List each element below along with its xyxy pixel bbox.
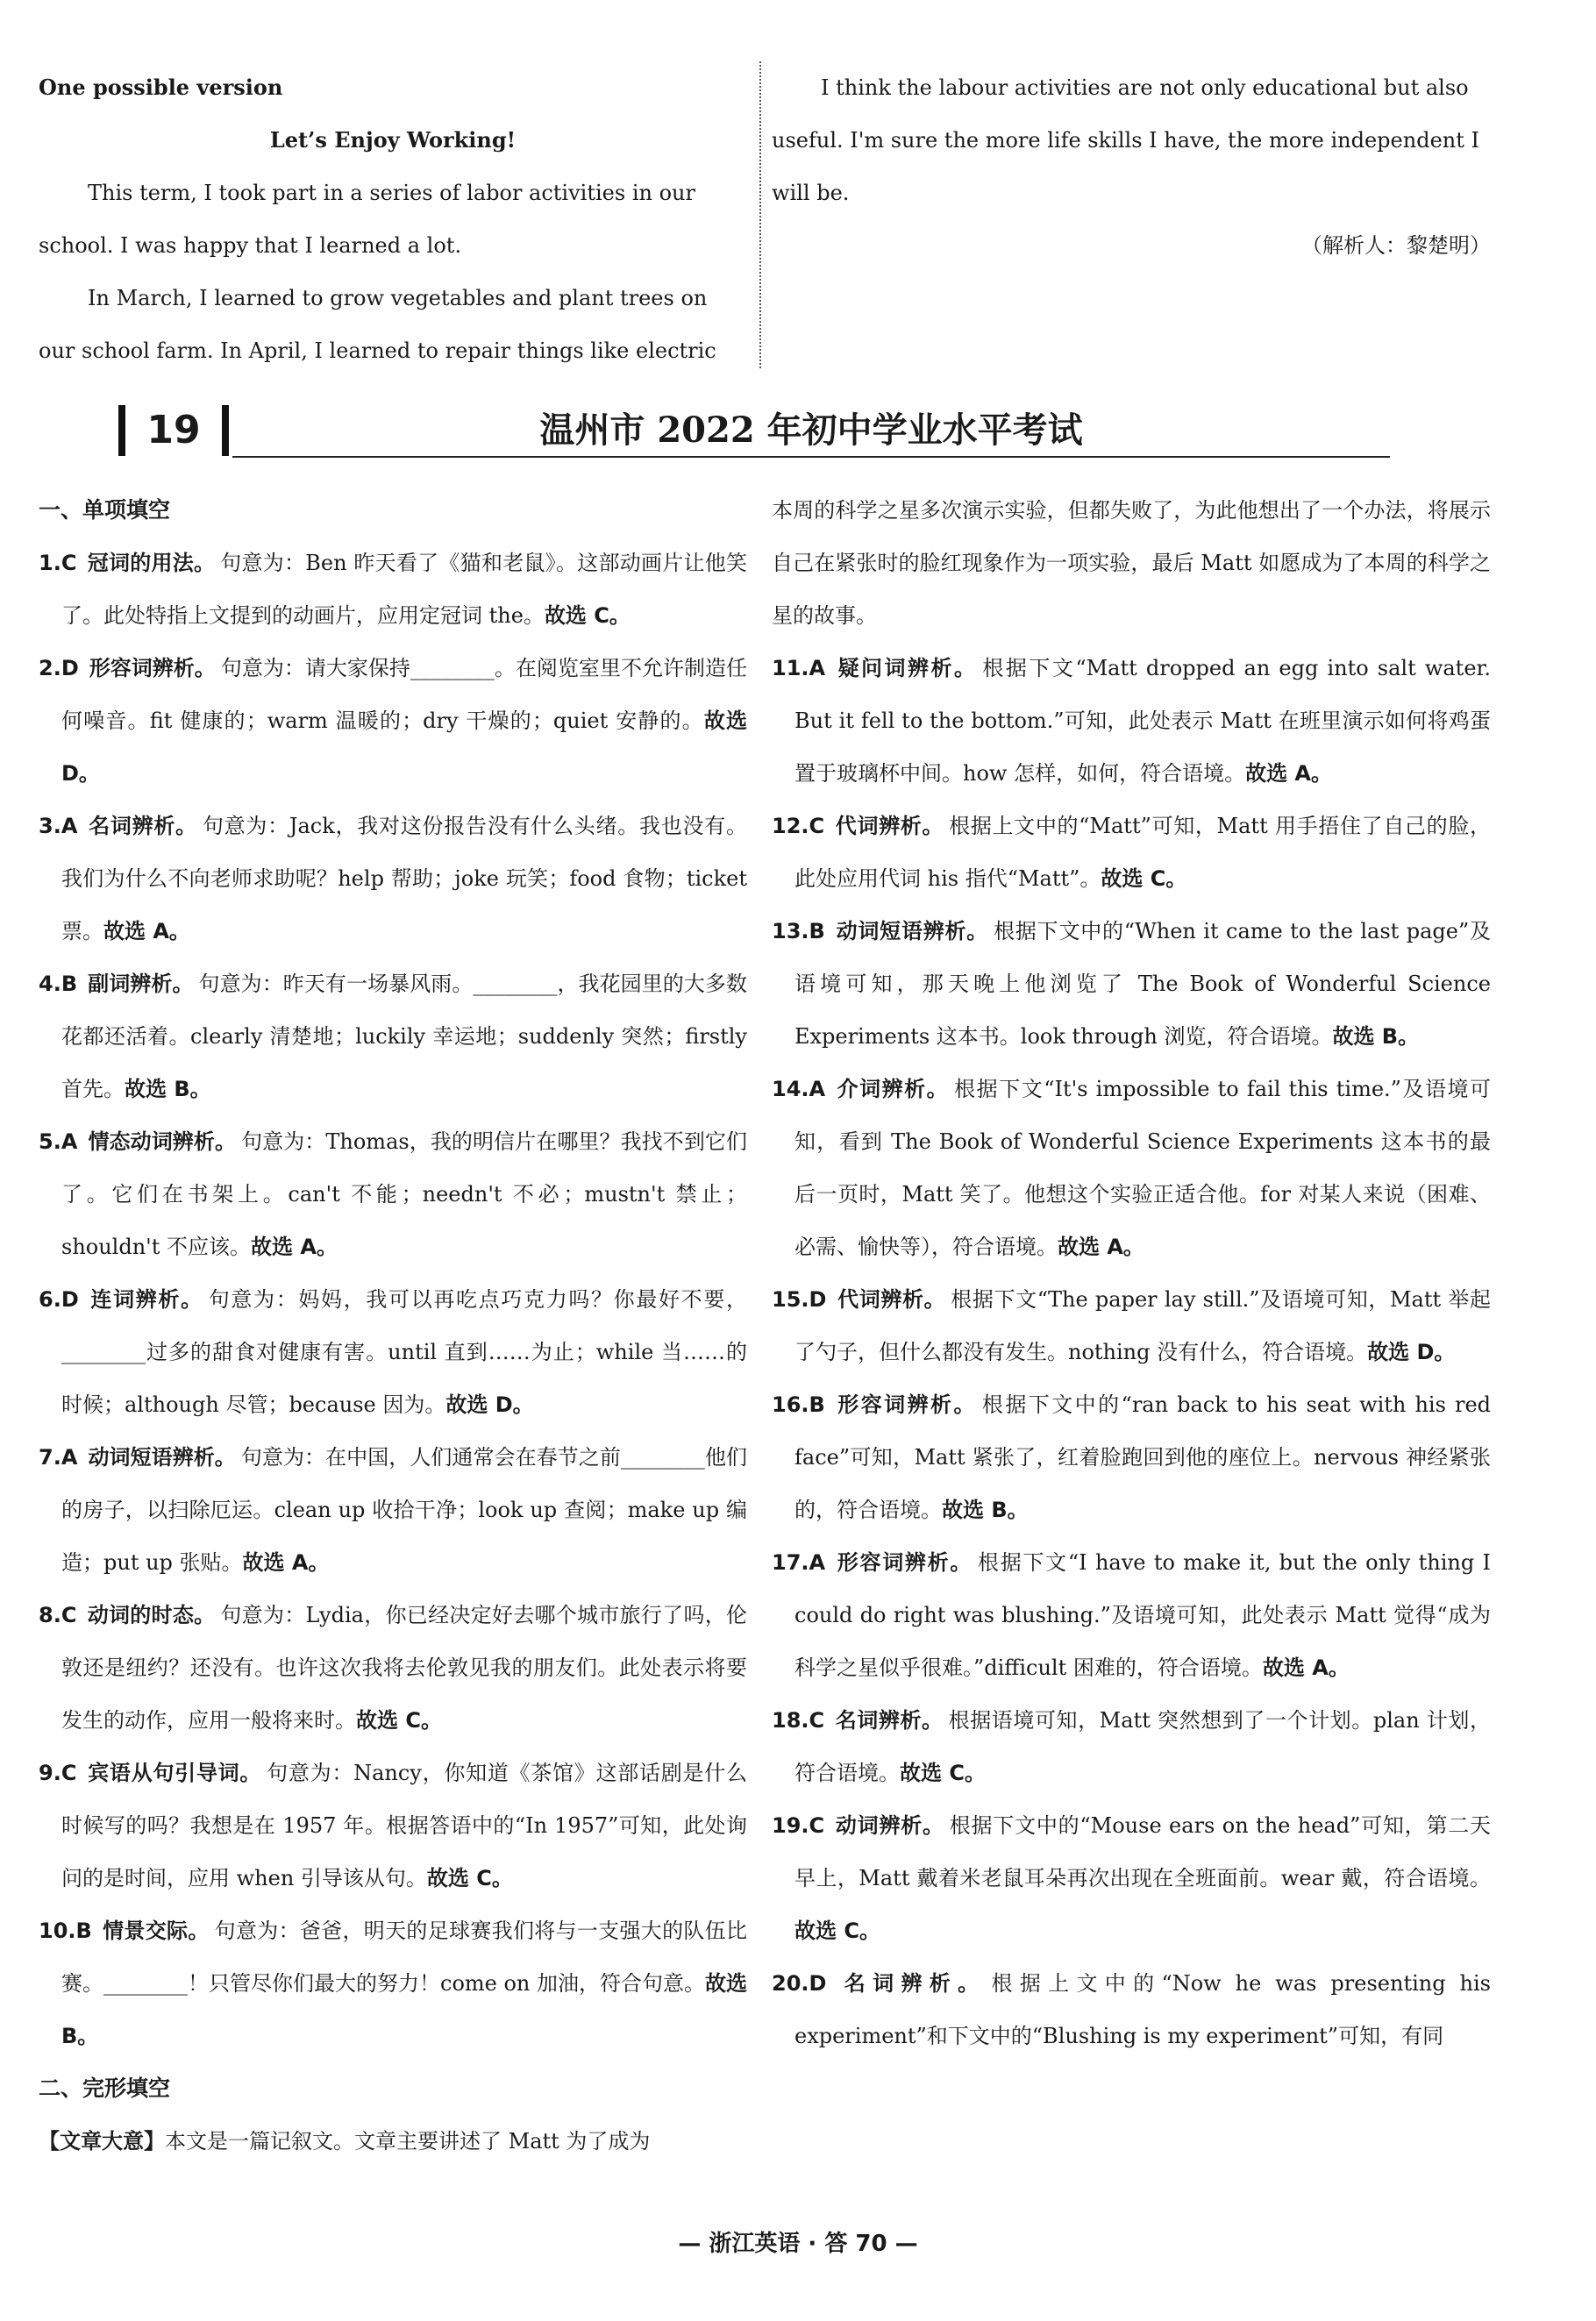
essay-credit: （解析人：黎楚明） [1301,233,1491,258]
answer-category: 名词辨析。 [835,1708,944,1733]
section-cloze: 二、完形填空 [39,2075,171,2101]
answer-item [39,800,747,958]
answer-key: 11.A [772,656,826,680]
answer-choice: 故选 A。 [1245,761,1333,786]
answer-category: 形容词辨析。 [89,656,216,680]
answer-item [772,1063,1491,1273]
answer-choice: 故选 B。 [61,1971,748,2048]
essay-paragraph-3: I think the labour activities are not only educational but also useful. I'm sure the more life skills I have, the more independent I will be. [772,75,1479,205]
summary-continued: 本周的科学之星多次演示实验，但都失败了，为此他想出了一个办法，将展示自己在紧张时的脸红现象作为一项实验，最后 Matt 如愿成为了本周的科学之星的故事。 [772,498,1491,628]
answer-explanation: 句意为：Thomas，我的明信片在哪里？我找不到它们了。它们在书架上。can't 不能；needn't 不必；mustn't 禁止；shouldn't 不应该。 [61,1129,748,1259]
answer-choice: 故选 A。 [251,1235,338,1259]
answer-key: 4.B [39,972,78,996]
article-summary [39,2115,747,2168]
answer-key: 3.A [39,814,78,838]
answer-choice: 故选 B。 [125,1077,211,1101]
answer-item [772,1273,1491,1378]
answer-key: 9.C [39,1761,77,1785]
answer-key: 5.A [39,1129,78,1154]
answer-explanation: 句意为：Jack，我对这份报告没有什么头绪。我也没有。我们为什么不向老师求助呢？help 帮助；joke 玩笑；food 食物；ticket 票。 [61,814,748,943]
summary-label: 【文章大意】 [39,2129,165,2154]
answer-item [772,1957,1491,2062]
answer-item [39,1115,747,1273]
answer-category: 宾语从句引导词。 [87,1761,262,1785]
answer-category: 情景交际。 [102,1919,210,1943]
answer-item [39,1905,747,2062]
answer-item [39,642,747,800]
answer-choice: 故选 A。 [1262,1655,1350,1680]
answer-explanation: 句意为：请大家保持________。在阅览室里不允许制造任何噪音。fit 健康的；warm 温暖的；dry 干燥的；quiet 安静的。 [61,656,747,733]
essay-right-column [772,61,1491,272]
answers-left-column [39,484,747,2168]
answer-item [39,1273,747,1431]
answer-key: 15.D [772,1287,827,1312]
title-underline [232,456,1390,458]
answer-item [772,1536,1491,1694]
answer-explanation: 根据下文中的“ran back to his seat with his red face”可知，Matt 紧张了，红着脸跑回到他的座位上。nervous 神经紧张的，符合语境。 [794,1392,1492,1522]
exam-title-bar [118,405,1390,458]
answer-category: 情态动词辨析。 [88,1129,237,1154]
answer-category: 代词辨析。 [835,814,944,838]
answer-category: 名词辨析。 [837,1971,987,1996]
answer-category: 动词辨析。 [835,1813,944,1838]
essay-paragraph-1: This term, I took part in a series of labor activities in our school. I was happy that I learned a lot. [39,181,695,258]
answer-explanation: 句意为：Ben 昨天看了《猫和老鼠》。这部动画片让他笑了。此处特指上文提到的动画片，应用定冠词 the。 [61,551,747,628]
answer-key: 18.C [772,1708,825,1733]
answer-choice: 故选 C。 [900,1761,986,1785]
page-footer: — 浙江英语 · 答 70 — [678,2231,918,2257]
answer-item [772,800,1491,905]
answer-key: 1.C [39,551,77,575]
answer-key: 14.A [772,1077,826,1101]
answer-item [772,905,1491,1063]
answer-item [772,1799,1491,1957]
answer-explanation: 句意为：妈妈，我可以再吃点巧克力吗？你最好不要，________过多的甜食对健康有害。until 直到……为止；while 当……的时候；although 尽管；because 因为。 [61,1287,747,1417]
answer-explanation: 根据下文“Matt dropped an egg into salt water. But it fell to the bottom.”可知，此处表示 Matt 在班里演示如何将鸡蛋置于玻璃杯中间。how 怎样，如何，符合语境。 [794,656,1491,786]
answer-choice: 故选 C。 [544,603,631,628]
answer-choice: 故选 D。 [445,1392,534,1417]
exam-number: 19 [118,405,229,456]
answer-choice: 故选 C。 [1101,866,1187,891]
answer-key: 20.D [772,1971,827,1996]
answer-category: 名词辨析。 [88,814,197,838]
answer-item [772,1378,1491,1536]
answer-item [772,642,1491,800]
answer-category: 代词辨析。 [837,1287,946,1312]
answer-category: 动词短语辨析。 [88,1445,236,1470]
left-answer-list [39,537,747,2062]
answer-item [39,1747,747,1905]
answer-category: 动词的时态。 [87,1603,216,1627]
answer-category: 冠词的用法。 [87,551,216,575]
answer-explanation: 根据上文中的“Now he was presenting his experiment”和下文中的“Blushing is my experiment”可知，有同 [794,1971,1492,2048]
answer-choice: 故选 D。 [61,708,747,786]
essay-paragraph-2: In March, I learned to grow vegetables and plant trees on our school farm. In April, I learned to repair things like electric [39,286,716,363]
summary-text: 本文是一篇记叙文。文章主要讲述了 Matt 为了成为 [165,2129,651,2154]
answer-choice: 故选 D。 [1367,1340,1456,1364]
answer-item [39,958,747,1115]
answer-explanation: 根据语境可知，Matt 突然想到了一个计划。plan 计划，符合语境。 [794,1708,1492,1785]
answer-explanation: 句意为：昨天有一场暴风雨。________，我花园里的大多数花都还活着。clearly 清楚地；luckily 幸运地；suddenly 突然；firstly 首先。 [61,972,747,1101]
answer-choice: 故选 A。 [1058,1235,1144,1259]
answer-category: 疑问词辨析。 [836,656,978,680]
answer-choice: 故选 C。 [426,1866,513,1890]
answer-key: 17.A [772,1550,826,1575]
answer-explanation: 根据下文“The paper lay still.”及语境可知，Matt 举起了勺子，但什么都没有发生。nothing 没有什么，符合语境。 [794,1287,1492,1364]
answer-key: 10.B [39,1919,92,1943]
essay-heading: One possible version [39,75,283,100]
answer-item [39,537,747,642]
section-single-choice: 一、单项填空 [39,497,171,523]
answer-explanation: 句意为：在中国，人们通常会在春节之前________他们的房子，以扫除厄运。clean up 收拾干净；look up 查阅；make up 编造；put up 张贴。 [61,1445,748,1575]
answer-choice: 故选 A。 [242,1550,330,1575]
answer-choice: 故选 B。 [942,1498,1029,1522]
answer-explanation: 根据下文中的“When it came to the last page”及语境可知，那天晚上他浏览了 The Book of Wonderful Science Experiments 这本书。look through 浏览，符合语境。 [794,919,1491,1049]
answer-item [39,1431,747,1589]
answer-key: 6.D [39,1287,79,1312]
answer-key: 2.D [39,656,79,680]
answer-explanation: 根据下文“It's impossible to fail this time.”及语境可知，看到 The Book of Wonderful Science Experiments 这本书的最后一页时，Matt 笑了。他想这个实验正适合他。for 对某人来说（困难、必需、愉快等），符合语境。 [794,1077,1491,1259]
answer-explanation: 根据下文中的“Mouse ears on the head”可知，第二天早上，Matt 戴着米老鼠耳朵再次出现在全班面前。wear 戴，符合语境。 [794,1813,1491,1890]
answer-item [39,1589,747,1747]
answer-explanation: 根据下文“I have to make it, but the only thing I could do right was blushing.”及语境可知，此处表示 Matt 觉得“成为科学之星似乎很难。”difficult 困难的，符合语境。 [794,1550,1492,1680]
answer-choice: 故选 C。 [794,1919,880,1943]
answer-category: 动词短语辨析。 [835,919,989,943]
answer-key: 19.C [772,1813,825,1838]
answer-category: 形容词辨析。 [835,1392,977,1417]
right-answer-list [772,642,1491,2062]
answer-category: 介词辨析。 [836,1077,950,1101]
answer-item [772,1694,1491,1799]
exam-title: 温州市 2022 年初中学业水平考试 [539,409,1083,451]
answer-key: 12.C [772,814,825,838]
answer-key: 13.B [772,919,825,943]
answers-right-column [772,484,1491,2062]
answer-key: 7.A [39,1445,78,1470]
answer-category: 副词辨析。 [88,972,194,996]
answer-choice: 故选 C。 [356,1708,442,1733]
answer-key: 16.B [772,1392,825,1417]
essay-title: Let’s Enjoy Working! [269,127,517,153]
answer-choice: 故选 B。 [1332,1024,1420,1049]
answer-explanation: 句意为：Nancy，你知道《茶馆》这部话剧是什么时候写的吗？我想是在 1957 年。根据答语中的“In 1957”可知，此处询问的是时间，应用 when 引导该从句。 [61,1761,748,1890]
answer-key: 8.C [39,1603,77,1627]
answer-explanation: 句意为：爸爸，明天的足球赛我们将与一支强大的队伍比赛。________！只管尽你们最大的努力！come on 加油，符合句意。 [61,1919,748,1996]
answer-choice: 故选 A。 [103,919,190,943]
answer-explanation: 句意为：Lydia，你已经决定好去哪个城市旅行了吗，伦敦还是纽约？还没有。也许这次我将去伦敦见我的朋友们。此处表示将要发生的动作，应用一般将来时。 [61,1603,748,1733]
answer-explanation: 根据上文中的“Matt”可知，Matt 用手捂住了自己的脸，此处应用代词 his 指代“Matt”。 [794,814,1492,891]
column-divider [759,61,761,368]
essay-left-column [39,61,747,377]
answer-category: 连词辨析。 [89,1287,203,1312]
answer-category: 形容词辨析。 [836,1550,973,1575]
